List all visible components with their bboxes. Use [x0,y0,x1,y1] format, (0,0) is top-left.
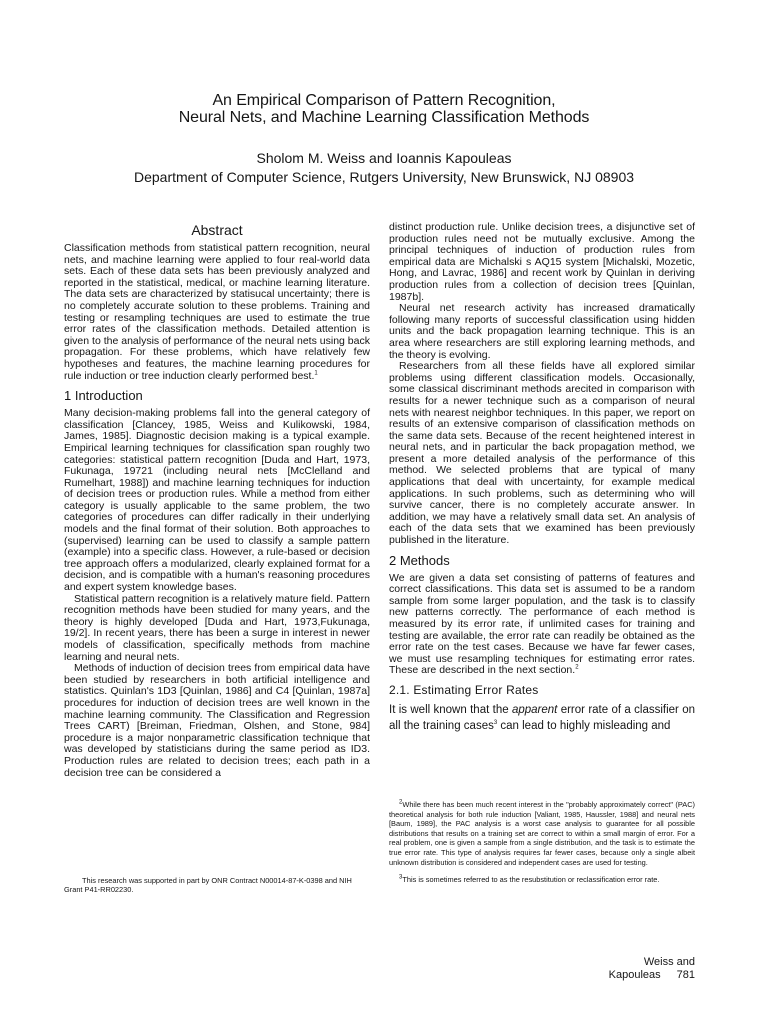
author-block [0,149,768,187]
footnote-2-mark: 2 [399,799,403,806]
acknowledgment-note [64,876,370,895]
methods-p2-start: It is well known that the [389,703,512,716]
author-names: Sholom M. Weiss and Ioannis Kapouleas [256,150,512,166]
author-affiliation: Department of Computer Science, Rutgers University, New Brunswick, NJ 08903 [133,169,635,185]
abstract-heading: Abstract [191,222,243,238]
footnote-2-text: While there has been much recent interest in the "probably approximately correct" (PAC) theoretical analysis for both rule induction [Valiant, 1985, Haussler, 1988] and neural nets [Baum, 1989], the PAC analysis is a worst case analysis to guarantee for all possible distributions that results on a training set are correct to within a small margin of error. For a real problem, one is given a sample from a single distribution, and the task is to estimate the true error rate. This type of analysis requires far fewer cases, because only a single albeit unknown distribution is considered and independent cases are used for testing. [389,800,695,867]
abstract-footnote-mark: 1 [314,370,318,377]
acknowledgment-text: This research was supported in part by ONR Contract N00014-87-K-0398 and NIH Grant P41-RR02230. [64,876,352,895]
intro-paragraph-1: Many decision-making problems fall into the general category of classification [Clancey, 1985, Weiss and Kulikowski, 1984, James, 1985]. Diagnostic decision making is a typical example. Empirical learning techniques for classification span roughly two categories: statistical pattern recognition [Duda and Hart, 1973, Fukunaga, 19721 (including neural nets [McClelland and Rumelhart, 1988]) and machine learning techniques for induction of decision trees or production rules. While a method from either category is usually applicable to the same problem, the two categories of procedures can differ radically in their underlying models and the final format of their solution. Both approaches to (supervised) learning can be used to classify a sample pattern (example) into a specific class. However, a rule-based or decision tree approach offers a modularized, clearly explained format for a decision, and is compatible with a human's reasoning procedures and expert system knowledge bases. [64,407,370,594]
title-line-1: An Empirical Comparison of Pattern Recognition, [212,92,556,109]
apparent-emphasis: apparent [511,703,558,716]
footnote-3-text: This is sometimes referred to as the resubstitution or reclassification error rate. [402,875,660,885]
footnotes [389,800,695,893]
intro-paragraph-3: Methods of induction of decision trees from empirical data have been studied by researchers in both artificial intelligence and statistics. Quinlan's 1D3 [Quinlan, 1986] and C4 [Quinlan, 1987a] procedures for induction of decision trees are well known in the machine learning community. The Classification and Regression Trees CART) [Breiman, Friedman, Olshen, and Stone, 984] procedure is a major nonparametric classification technique that was developed by statisticians during the same period as ID3. Production rules are related to decision trees; each path in a decision tree can be considered a [64,662,370,779]
methods-paragraph-2 [389,702,695,734]
methods-footnote-mark-2: 2 [575,664,579,671]
subsection-heading-error-rates: 2.1. Estimating Error Rates [389,682,539,697]
right-paragraph-2: Neural net research activity has increased dramatically following many reports of successful classification using hidden units and the back propagation learning technique. This is an area where researchers are still exploring learning methods, and the theory is evolving. [389,302,695,361]
methods-paragraph-1 [389,573,695,677]
section-heading-introduction: 1 Introduction [64,388,143,404]
abstract-body: Classification methods from statistical pattern recognition, neural nets, and machine learning were applied to four real-world data sets. Each of these data sets has been previously analyzed and reported in the statistical, medical, or machine learning literature. The data sets are characterized by statisucal uncertainty; there is no completely accurate solution to these problems. Training and testing or resampling techniques are used to estimate the true error rates of the classification methods. Detailed attention is given to the analysis of performance of the neural nets using back propagation. For these problems, which have relatively few hypotheses and features, the machine learning procedures for rule induction or tree induction clearly performed best. [64,242,370,382]
footnote-2 [389,800,695,867]
section-heading-methods: 2 Methods [389,552,450,568]
right-paragraph-3: Researchers from all these fields have all explored similar problems using different classification models. Occasionally, some classical discriminant methods arecited in comparison with results for a newer technique such as a comparison of neural nets with nearest neighbor techniques. In this paper, we report on results of an extensive comparison of classification methods on the same data sets. Because of the recent heightened interest in neural nets, and in particular the back propagation method, we present a more detailed analysis of the performance of this method. We selected problems that are typical of many applications that deal with uncertainty, for example medical applications. In such problems, such as determining who will survive cancer, there is no completely accurate answer. In addition, we may have a relatively small data set. An analysis of each of the data sets that we examined has been previously published in the literature. [389,360,695,547]
methods-footnote-mark-3: 3 [493,720,498,727]
methods-p2-end: can lead to highly misleading and [497,719,671,732]
methods-p2-middle: error rate of a classifier on all the training cases [389,703,695,732]
methods-p1-text: We are given a data set consisting of patterns of features and correct classifications. This data set is assumed to be a random sample from some larger population, and the task is to classify new patterns correctly. The performance of each method is measured by its error rate, if unlimited cases for training and testing are available, the error rate can readily be obtained as the error rate on the test cases. Because we have far fewer cases, we must use resampling techniques for estimating error rates. These are described in the next section. [389,571,695,677]
intro-paragraph-2: Statistical pattern recognition is a relatively mature field. Pattern recognition methods have been studied for many years, and the theory is highly developed [Duda and Hart, 1973,Fukunaga, 19/2]. In recent years, there has been a surge in interest in newer models of classification, specifically methods from machine learning and neural nets. [64,592,370,663]
page-footer [545,956,695,982]
paper-title [0,92,768,126]
page-number: 781 [676,969,695,981]
footnote-3 [389,875,695,885]
right-column [389,222,695,734]
right-paragraph-1: distinct production rule. Unlike decision trees, a disjunctive set of production rules need not be mutually exclusive. Among the principal techniques of induction of production rules from empirical data are Michalski s AQ15 system [Michalski, Mozetic, Hong, and Lavrac, 1986] and recent work by Quinlan in deriving production rules from a collection of decision trees [Quinlan, 1987b]. [389,221,695,303]
abstract-text [64,243,370,382]
left-column [64,222,370,779]
footnote-3-mark: 3 [399,874,403,881]
footer-authors: Weiss and Kapouleas [608,956,695,981]
title-line-2: Neural Nets, and Machine Learning Classification Methods [178,109,590,126]
